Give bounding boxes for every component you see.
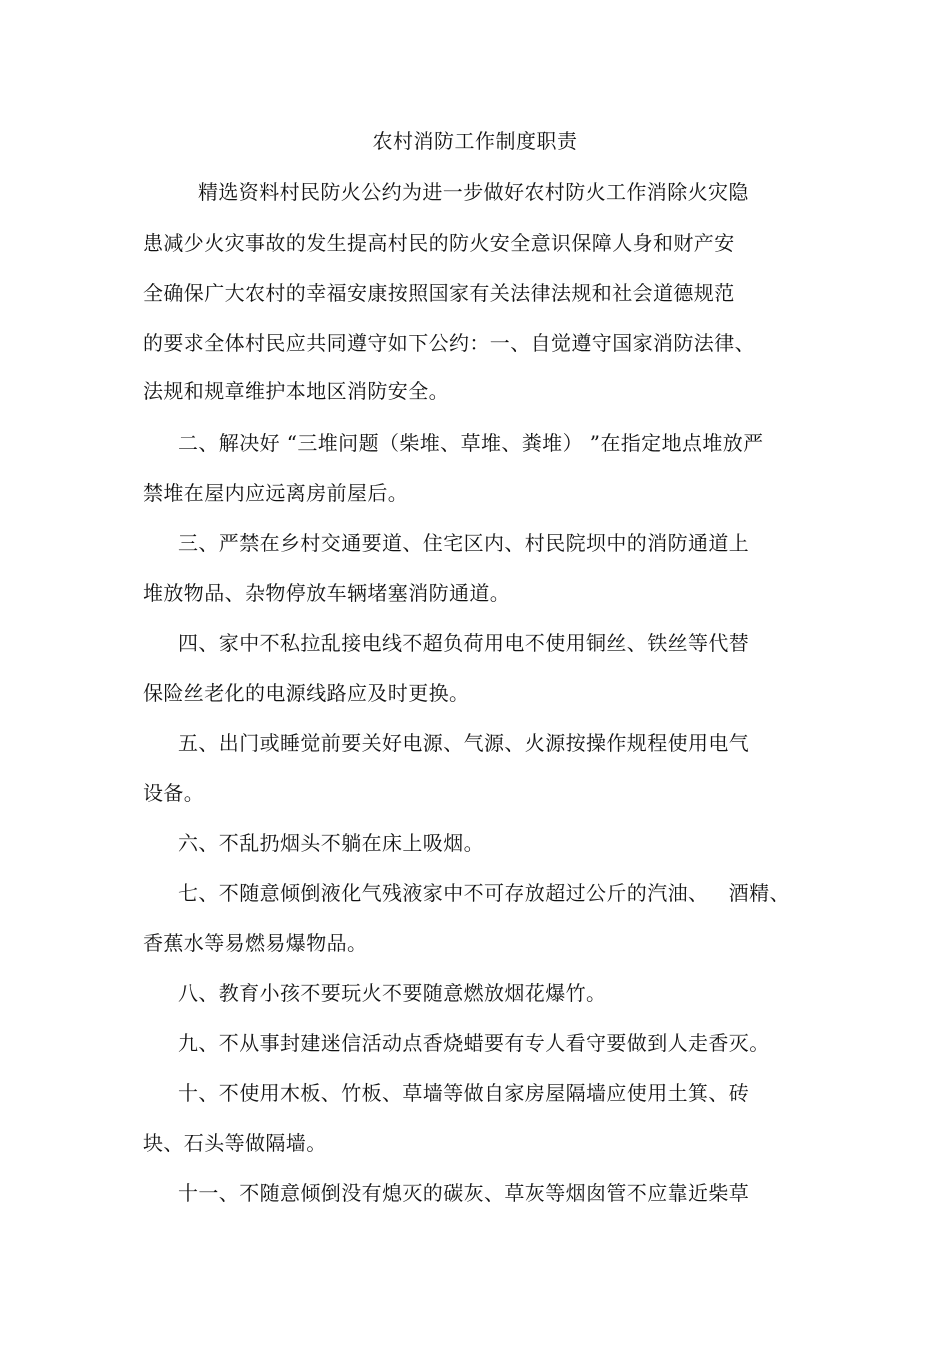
body-line: 患减少火灾事故的发生提高村民的防火安全意识保障人身和财产安 [143,231,735,255]
body-line: 香蕉水等易燃易爆物品。 [143,931,368,955]
body-line: 块、石头等做隔墙。 [143,1131,327,1155]
body-line: 四、家中不私拉乱接电线不超负荷用电不使用铜丝、铁丝等代替 [178,631,750,655]
body-line: 三、严禁在乡村交通要道、住宅区内、村民院坝中的消防通道上 [178,531,750,555]
document-title: 农村消防工作制度职责 [372,129,578,153]
body-line: 堆放物品、杂物停放车辆堵塞消防通道。 [143,581,511,605]
body-line: 五、出门或睡觉前要关好电源、气源、火源按操作规程使用电气 [178,731,750,755]
body-line: 全确保广大农村的幸福安康按照国家有关法律法规和社会道德规范 [143,281,735,305]
body-line: 十一、不随意倾倒没有熄灭的碳灰、草灰等烟囱管不应靠近柴草 [178,1181,750,1205]
body-line: 八、教育小孩不要玩火不要随意燃放烟花爆竹。 [178,981,607,1005]
body-line: 法规和规章维护本地区消防安全。 [143,379,449,403]
body-line: 设备。 [143,781,205,805]
body-line: 六、不乱扔烟头不躺在床上吸烟。 [178,831,484,855]
body-line: 九、不从事封建迷信活动点香烧蜡要有专人看守要做到人走香灭。 [178,1031,770,1055]
body-line: 精选资料村民防火公约为进一步做好农村防火工作消除火灾隐 [198,180,749,204]
body-line: 禁堆在屋内应远离房前屋后。 [143,481,409,505]
body-line: 十、不使用木板、竹板、草墙等做自家房屋隔墙应使用土箕、砖 [178,1081,750,1105]
body-line: 七、不随意倾倒液化气残液家中不可存放超过公斤的汽油、 酒精、 [178,881,790,905]
body-line: 二、解决好 “三堆问题（柴堆、草堆、粪堆） ”在指定地点堆放严 [178,431,764,455]
body-line: 的要求全体村民应共同遵守如下公约：一、自觉遵守国家消防法律、 [143,331,755,355]
body-line: 保险丝老化的电源线路应及时更换。 [143,681,470,705]
